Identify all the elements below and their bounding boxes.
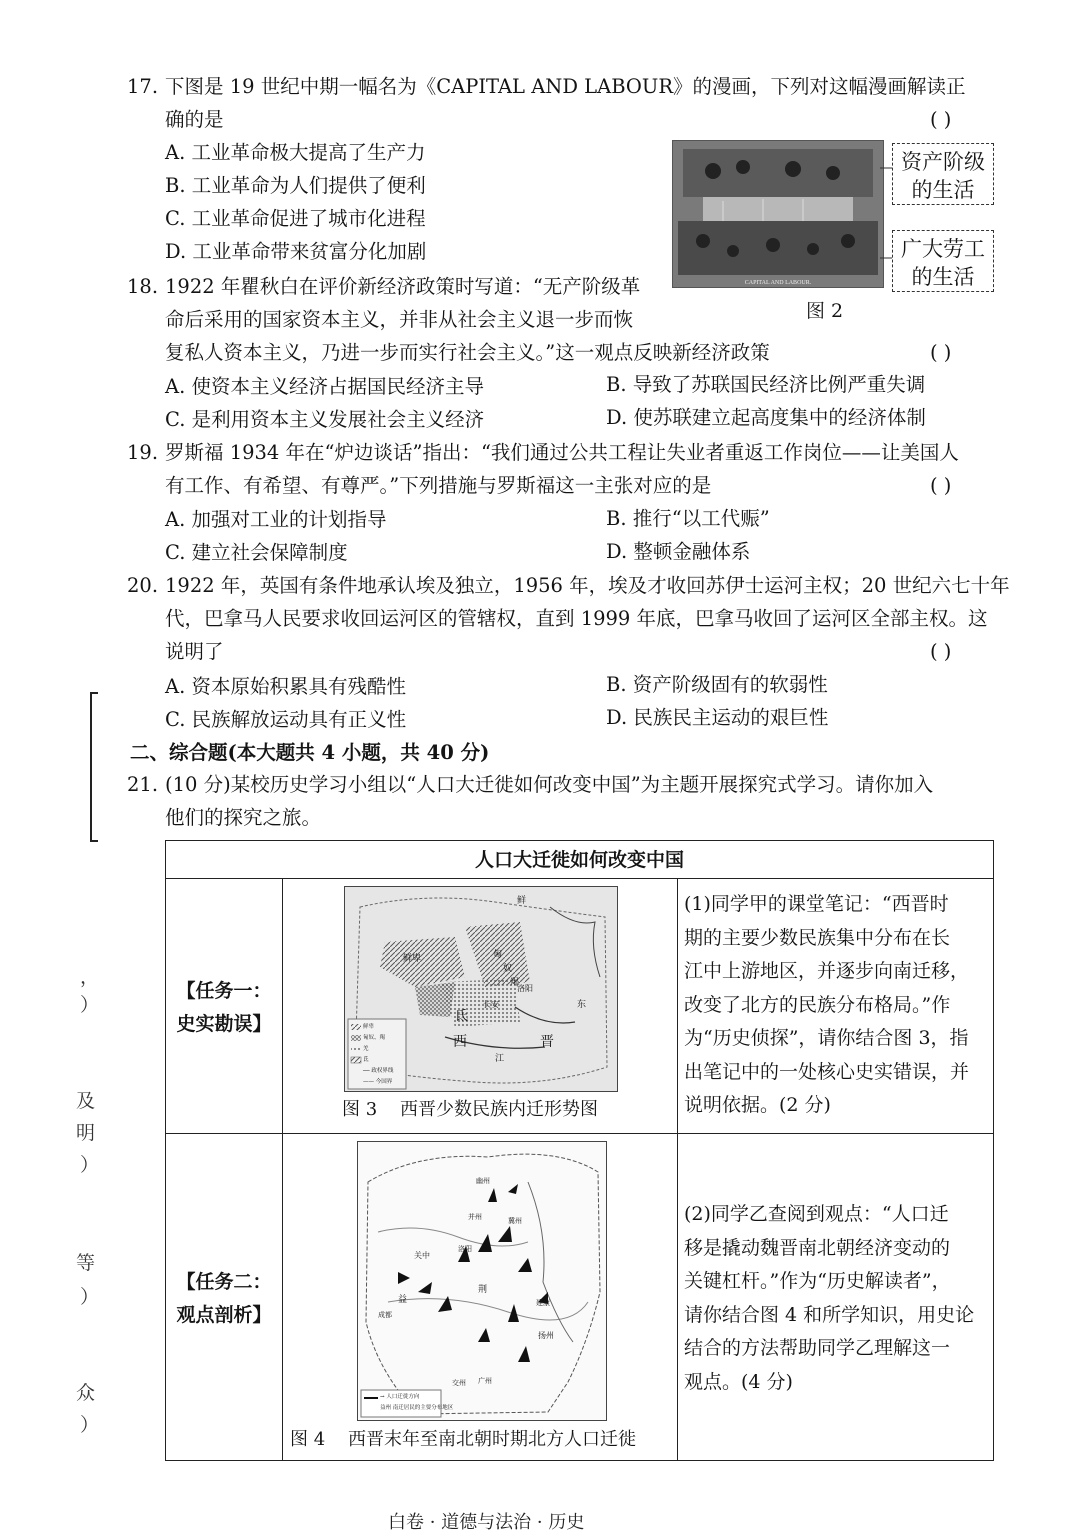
margin-mark-8: 众 <box>76 1382 96 1404</box>
task1-label-line1: 【任务一： <box>176 980 272 1002</box>
margin-mark-3: 及 <box>76 1090 96 1112</box>
figure-3-caption: 图 3 西晋少数民族内迁形势图 <box>342 1099 599 1120</box>
map4-label-guanzhong: 关中 <box>414 1251 430 1260</box>
margin-mark-5: ） <box>80 1154 100 1176</box>
q18-line3: 复私人资本主义，乃进一步而实行社会主义。”这一观点反映新经济政策 <box>165 341 770 364</box>
q19-option-a: A. 加强对工业的计划指导 <box>165 508 387 531</box>
task1-text-line7: 说明依据。(2 分) <box>684 1094 831 1116</box>
section-2-heading: 二、综合题(本大题共 4 小题，共 40 分) <box>130 741 490 764</box>
map3-label-nu: 奴 <box>503 964 513 974</box>
task2-text-line6: 观点。(4 分) <box>684 1370 793 1393</box>
map4-label-jiankang: 建康 <box>536 1299 550 1307</box>
map4-label-guangzhou: 广州 <box>478 1377 492 1385</box>
task2-label-cell <box>165 1133 283 1461</box>
map3-legend-2: 匈奴、羯 <box>363 1035 386 1041</box>
q20-line2: 代，巴拿马人民要求收回运河区的管辖权，直到 1999 年底，巴拿马收回了运河区全部主权。这 <box>165 607 988 630</box>
map4-label-youzhou: 幽州 <box>476 1177 490 1185</box>
map4-label-jizhou: 冀州 <box>508 1217 522 1225</box>
map4-legend-1: → 人口迁徙方向 <box>380 1394 420 1400</box>
map3-label-xiong: 匈 <box>493 950 503 960</box>
task2-text-line2: 移是撬动魏晋南北朝经济变动的 <box>684 1236 951 1259</box>
task2-label-line1: 【任务二： <box>176 1271 272 1293</box>
margin-mark-7: ） <box>80 1286 100 1308</box>
q19-number: 19. <box>127 441 159 464</box>
map3-label-jie: 羯 <box>510 978 520 988</box>
cartoon-caption: CAPITAL AND LABOUR. <box>744 280 812 286</box>
map3-legend-3: 羌 <box>363 1046 369 1052</box>
q19-option-b: B. 推行“以工代赈” <box>606 507 770 530</box>
q17-option-b: B. 工业革命为人们提供了便利 <box>165 174 426 197</box>
margin-mark-9: ） <box>80 1414 100 1436</box>
label-labour-line1: 广大劳工 <box>901 237 985 261</box>
figure-3-map <box>344 886 618 1092</box>
map3-label-di: 氐 <box>455 1009 469 1024</box>
map4-label-yi: 益 <box>398 1295 408 1305</box>
q19-option-c: C. 建立社会保障制度 <box>165 541 348 564</box>
task1-text-line3: 江中上游地区，并逐步向南迁移， <box>684 960 970 982</box>
label-capitalist-life <box>892 143 994 205</box>
figure-4-caption: 图 4 西晋末年至南北朝时期北方人口迁徙 <box>290 1429 637 1450</box>
map4-label-jiaozhou: 交州 <box>452 1379 466 1387</box>
map3-label-dong: 东 <box>577 1000 587 1010</box>
map4-label-luoyang: 洛阳 <box>458 1245 472 1253</box>
map3-label-xianbei: 鲜卑 <box>403 954 422 964</box>
map3-label-jiang: 江 <box>495 1054 505 1064</box>
label-capitalist-line2: 的生活 <box>911 178 975 202</box>
map3-label-xian: 鲜 <box>517 896 527 906</box>
q18-option-a: A. 使资本主义经济占据国民经济主导 <box>165 375 484 398</box>
q20-option-b: B. 资产阶级固有的软弱性 <box>606 673 828 696</box>
q20-option-a: A. 资本原始积累具有残酷性 <box>165 675 406 698</box>
label-capitalist-line1: 资产阶级 <box>901 150 985 174</box>
map3-label-xi: 西 <box>453 1034 467 1050</box>
label-connector-lines <box>878 160 894 270</box>
map4-label-chengdu: 成都 <box>378 1311 392 1319</box>
map4-label-bingzhou: 并州 <box>468 1213 482 1221</box>
q17-option-d: D. 工业革命带来贫富分化加剧 <box>165 240 427 263</box>
binding-tick-1 <box>90 692 98 694</box>
binding-line-top <box>90 692 92 842</box>
q21-line1: (10 分)某校历史学习小组以“人口大迁徙如何改变中国”为主题开展探究式学习。请你加入 <box>165 773 934 796</box>
q17-line1: 下图是 19 世纪中期一幅名为《CAPITAL AND LABOUR》的漫画，下列对这幅漫画解读正 <box>165 75 966 98</box>
map3-legend-5: ── 政权界线 <box>363 1068 394 1074</box>
margin-mark-1: ， <box>80 966 100 988</box>
task2-label-line2: 观点剖析】 <box>176 1304 272 1326</box>
map3-legend-6: —— 今国界 <box>363 1079 393 1085</box>
label-labour-line2: 的生活 <box>911 265 975 289</box>
q20-option-d: D. 民族民主运动的艰巨性 <box>606 706 829 729</box>
map3-label-luoyang: 洛阳 <box>517 984 533 993</box>
task1-label-cell <box>165 878 283 1134</box>
map4-label-yangzhou: 扬州 <box>538 1331 554 1340</box>
task2-text-line5: 结合的方法帮助同学乙理解这一 <box>684 1337 951 1359</box>
q18-option-d: D. 使苏联建立起高度集中的经济体制 <box>606 406 926 429</box>
figure-4-map <box>357 1141 607 1421</box>
q17-answer-paren: ( ) <box>930 108 952 131</box>
q20-answer-paren: ( ) <box>930 640 952 663</box>
q18-answer-paren: ( ) <box>930 341 952 364</box>
binding-tick-2 <box>90 840 98 842</box>
map3-label-changan: 长安 <box>483 1000 499 1009</box>
margin-mark-4: 明 <box>76 1122 96 1144</box>
task2-text-line1: (2)同学乙查阅到观点：“人口迁 <box>684 1203 949 1225</box>
map4-legend-2: 益州 南迁居民的主要分布地区 <box>380 1405 454 1411</box>
q21-number: 21. <box>127 773 159 796</box>
figure-2-caption: 图 2 <box>806 300 844 322</box>
q18-line1: 1922 年瞿秋白在评价新经济政策时写道：“无产阶级革 <box>165 275 641 298</box>
map3-legend-4: 氐 <box>363 1057 369 1063</box>
q17-number: 17. <box>127 75 159 98</box>
label-labour-life <box>892 230 994 292</box>
task2-text-line4: 请你结合图 4 和所学知识，用史论 <box>684 1303 975 1326</box>
task2-text-line3: 关键杠杆。”作为“历史解读者”， <box>684 1270 951 1292</box>
task1-text-line5: 为“历史侦探”，请你结合图 3，指 <box>684 1027 969 1049</box>
page-footer: 白卷 · 道德与法治 · 历史 <box>388 1512 585 1533</box>
task1-text-line4: 改变了北方的民族分布格局。”作 <box>684 993 951 1016</box>
q18-number: 18. <box>127 275 159 298</box>
q20-line1: 1922 年，英国有条件地承认埃及独立，1956 年，埃及才收回苏伊士运河主权；20 世纪六七十年 <box>165 574 1010 597</box>
q17-option-a: A. 工业革命极大提高了生产力 <box>165 141 426 164</box>
task1-text-line1: (1)同学甲的课堂笔记：“西晋时 <box>684 893 949 915</box>
table-title: 人口大迁徙如何改变中国 <box>474 849 684 871</box>
task1-label-line2: 史实勘误】 <box>176 1013 272 1035</box>
map3-legend-1: 鲜卑 <box>363 1024 375 1030</box>
q18-option-b: B. 导致了苏联国民经济比例严重失调 <box>606 373 926 396</box>
q17-line2: 确的是 <box>165 108 224 131</box>
q19-option-d: D. 整顿金融体系 <box>606 540 751 563</box>
table-title-cell <box>165 840 994 879</box>
q18-line2: 命后采用的国家资本主义，并非从社会主义退一步而恢 <box>165 308 634 331</box>
q20-number: 20. <box>127 574 159 597</box>
margin-mark-6: 等 <box>76 1252 96 1274</box>
q18-option-c: C. 是利用资本主义发展社会主义经济 <box>165 408 485 431</box>
capital-labour-cartoon <box>672 140 884 288</box>
map4-label-jing: 荆 <box>478 1285 488 1295</box>
q19-line1: 罗斯福 1934 年在“炉边谈话”指出：“我们通过公共工程让失业者重返工作岗位——让美国人 <box>165 441 959 464</box>
task1-text-line6: 出笔记中的一处核心史实错误，并 <box>684 1060 970 1083</box>
margin-mark-2: ） <box>80 994 100 1016</box>
q19-line2: 有工作、有希望、有尊严。”下列措施与罗斯福这一主张对应的是 <box>165 474 712 497</box>
cartoon-drawing <box>673 141 883 287</box>
q17-option-c: C. 工业革命促进了城市化进程 <box>165 207 426 230</box>
map3-label-jin: 晋 <box>540 1034 554 1050</box>
q19-answer-paren: ( ) <box>930 474 952 497</box>
task1-text-line2: 期的主要少数民族集中分布在长 <box>684 926 951 949</box>
q20-line3: 说明了 <box>165 640 224 663</box>
q21-line2: 他们的探究之旅。 <box>165 806 322 829</box>
q20-option-c: C. 民族解放运动具有正义性 <box>165 708 407 731</box>
